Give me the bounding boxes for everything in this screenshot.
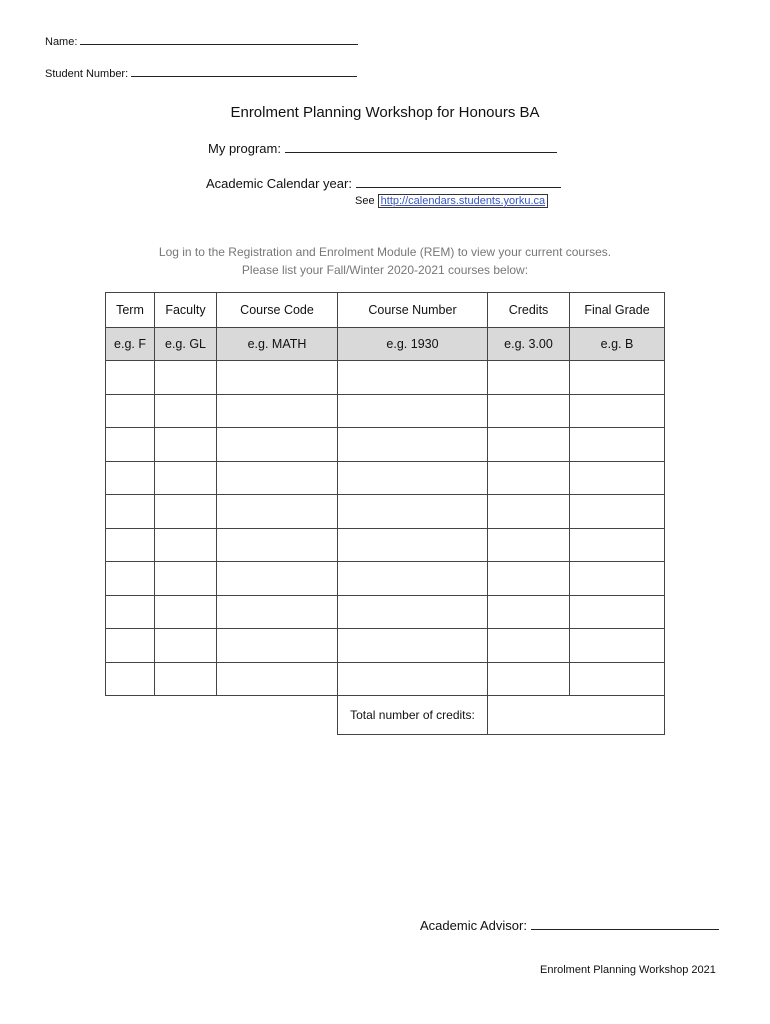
column-header-credits: Credits xyxy=(488,293,570,328)
cell-credits[interactable] xyxy=(488,662,570,696)
instruction-line-2: Please list your Fall/Winter 2020-2021 courses below: xyxy=(241,263,529,277)
cell-final-grade[interactable] xyxy=(570,461,665,495)
student-number-field xyxy=(45,68,357,80)
cell-course-number[interactable] xyxy=(338,629,488,663)
cell-credits[interactable] xyxy=(488,528,570,562)
page-title: Enrolment Planning Workshop for Honours BA xyxy=(230,104,540,121)
cell-course-number[interactable] xyxy=(338,595,488,629)
cell-faculty[interactable] xyxy=(155,361,217,395)
cell-course-number[interactable] xyxy=(338,528,488,562)
example-course-code: e.g. MATH xyxy=(217,328,338,361)
cell-course-code[interactable] xyxy=(217,495,338,529)
total-credits-cell[interactable] xyxy=(488,696,665,735)
calendar-year-blank-line[interactable] xyxy=(356,186,561,188)
cell-term[interactable] xyxy=(106,629,155,663)
total-credits-label: Total number of credits: xyxy=(338,696,488,735)
cell-faculty[interactable] xyxy=(155,595,217,629)
course-table xyxy=(105,292,665,735)
cell-term[interactable] xyxy=(106,361,155,395)
table-row xyxy=(106,662,665,696)
program-field xyxy=(208,141,557,156)
cell-final-grade[interactable] xyxy=(570,394,665,428)
student-number-label: Student Number: xyxy=(45,68,129,80)
cell-course-number[interactable] xyxy=(338,428,488,462)
student-number-blank-line[interactable] xyxy=(131,75,357,77)
cell-faculty[interactable] xyxy=(155,461,217,495)
table-row xyxy=(106,562,665,596)
example-course-number: e.g. 1930 xyxy=(338,328,488,361)
cell-course-number[interactable] xyxy=(338,361,488,395)
cell-term[interactable] xyxy=(106,394,155,428)
advisor-field xyxy=(420,918,719,933)
program-blank-line[interactable] xyxy=(285,151,557,153)
column-header-course-code: Course Code xyxy=(217,293,338,328)
calendar-link-row xyxy=(355,195,548,207)
cell-course-code[interactable] xyxy=(217,461,338,495)
cell-credits[interactable] xyxy=(488,461,570,495)
cell-course-number[interactable] xyxy=(338,495,488,529)
cell-course-code[interactable] xyxy=(217,595,338,629)
cell-final-grade[interactable] xyxy=(570,595,665,629)
cell-faculty[interactable] xyxy=(155,662,217,696)
table-header-row xyxy=(106,293,665,328)
cell-term[interactable] xyxy=(106,562,155,596)
instruction-line-1: Log in to the Registration and Enrolment Module (REM) to view your current courses. xyxy=(158,245,612,259)
cell-faculty[interactable] xyxy=(155,528,217,562)
table-row xyxy=(106,629,665,663)
table-row xyxy=(106,394,665,428)
cell-credits[interactable] xyxy=(488,629,570,663)
cell-term[interactable] xyxy=(106,595,155,629)
example-row xyxy=(106,328,665,361)
cell-faculty[interactable] xyxy=(155,428,217,462)
calendar-link[interactable]: http://calendars.students.yorku.ca xyxy=(378,194,548,208)
cell-course-code[interactable] xyxy=(217,394,338,428)
cell-credits[interactable] xyxy=(488,428,570,462)
calendar-year-field xyxy=(206,176,561,191)
cell-final-grade[interactable] xyxy=(570,361,665,395)
cell-course-code[interactable] xyxy=(217,562,338,596)
advisor-blank-line[interactable] xyxy=(531,928,719,930)
table-row xyxy=(106,461,665,495)
blank-rows-group xyxy=(106,361,665,696)
advisor-label: Academic Advisor: xyxy=(420,918,527,933)
document-footer: Enrolment Planning Workshop 2021 xyxy=(540,964,716,976)
total-row xyxy=(106,696,665,735)
cell-term[interactable] xyxy=(106,528,155,562)
table-row xyxy=(106,528,665,562)
cell-final-grade[interactable] xyxy=(570,428,665,462)
cell-final-grade[interactable] xyxy=(570,629,665,663)
table-row xyxy=(106,595,665,629)
table-row xyxy=(106,495,665,529)
column-header-final-grade: Final Grade xyxy=(570,293,665,328)
example-credits: e.g. 3.00 xyxy=(488,328,570,361)
cell-course-code[interactable] xyxy=(217,528,338,562)
name-label: Name: xyxy=(45,36,78,48)
cell-credits[interactable] xyxy=(488,562,570,596)
cell-course-code[interactable] xyxy=(217,428,338,462)
cell-final-grade[interactable] xyxy=(570,528,665,562)
cell-term[interactable] xyxy=(106,495,155,529)
cell-final-grade[interactable] xyxy=(570,662,665,696)
name-blank-line[interactable] xyxy=(80,43,358,45)
calendar-year-label: Academic Calendar year: xyxy=(206,176,352,191)
cell-term[interactable] xyxy=(106,662,155,696)
cell-term[interactable] xyxy=(106,428,155,462)
program-label: My program: xyxy=(208,141,281,156)
cell-faculty[interactable] xyxy=(155,629,217,663)
cell-final-grade[interactable] xyxy=(570,562,665,596)
cell-credits[interactable] xyxy=(488,495,570,529)
cell-faculty[interactable] xyxy=(155,495,217,529)
see-label: See xyxy=(355,195,375,207)
cell-credits[interactable] xyxy=(488,361,570,395)
cell-term[interactable] xyxy=(106,461,155,495)
cell-course-code[interactable] xyxy=(217,662,338,696)
cell-credits[interactable] xyxy=(488,595,570,629)
cell-course-code[interactable] xyxy=(217,629,338,663)
total-row-spacer xyxy=(106,696,338,735)
name-field xyxy=(45,36,358,48)
example-term: e.g. F xyxy=(106,328,155,361)
table-row xyxy=(106,361,665,395)
column-header-course-number: Course Number xyxy=(338,293,488,328)
cell-final-grade[interactable] xyxy=(570,495,665,529)
column-header-term: Term xyxy=(106,293,155,328)
cell-course-number[interactable] xyxy=(338,562,488,596)
cell-course-number[interactable] xyxy=(338,461,488,495)
cell-course-number[interactable] xyxy=(338,394,488,428)
table-row xyxy=(106,428,665,462)
cell-course-number[interactable] xyxy=(338,662,488,696)
example-final-grade: e.g. B xyxy=(570,328,665,361)
example-faculty: e.g. GL xyxy=(155,328,217,361)
cell-faculty[interactable] xyxy=(155,394,217,428)
column-header-faculty: Faculty xyxy=(155,293,217,328)
cell-course-code[interactable] xyxy=(217,361,338,395)
cell-credits[interactable] xyxy=(488,394,570,428)
cell-faculty[interactable] xyxy=(155,562,217,596)
